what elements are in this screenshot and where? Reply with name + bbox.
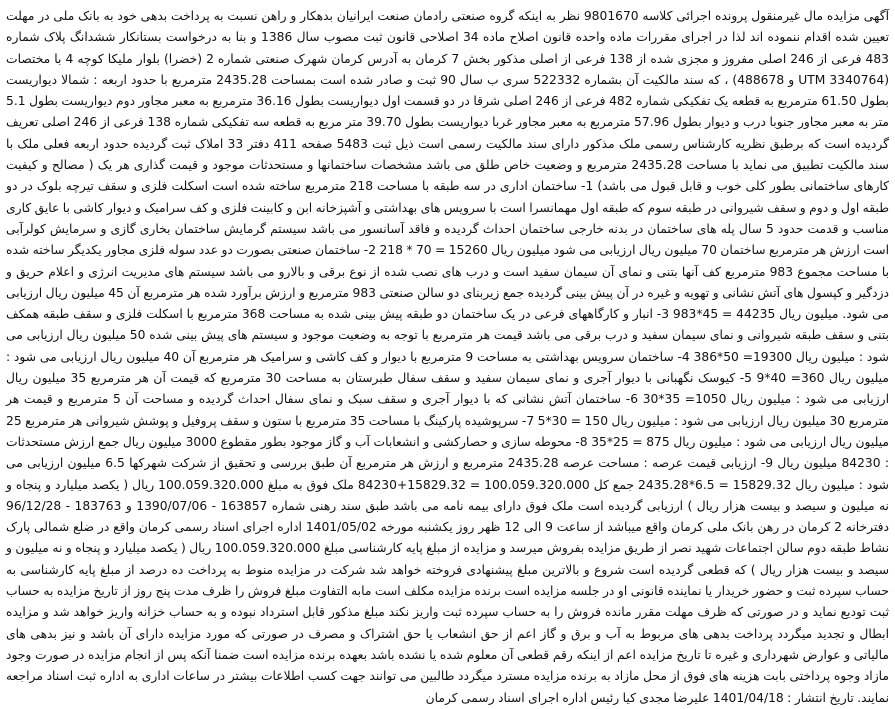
auction-notice-text: آگهی مزایده مال غیرمنقول پرونده اجرائی کلاسه 9801670 نظر به اینکه گروه صنعتی رادمان صنعت ایرانیان بدهکار و راهن نسبت به پرداخت بدهی خود به بانک ملی در مهلت تعیین شده اقدام ننموده اند لذا در اجرای مقررات ماده واحده قانون اصلاح ماده 34 اصلاحی قانون ثبت مصوب سال 1386 و بنا به درخواست بستانکار ششدانگ پلاک شماره 483 فرعی از 246 اصلی مفروز و مجزی شده از 138 فرعی از اصلی مذکور بخش 7 کرمان به آدرس کرمان شهرک صنعتی شماره 2 (خضرا) بلوار ملیکا کوچه 4 با مختصات (UTM 3340764 و 488678) ، که سند مالکیت آن بشماره 522332 سری ب سال 90 ثبت و صادر شده است بمساحت 2435.28 مترمربع با حدود اربعه : شمالا دیواریست بطول 61.50 مترمربع به قطعه یک تفکیکی شماره 482 فرعی از 246 اصلی شرقا در دو قسمت اول دیواریست بطول 36.16 مترمربع به معبر مجاور دوم دیواریست بطول 5.1 متر به معبر مجاور جنوبا درب و دیوار بطول 57.96 مترمربع به معبر مجاور غربا دیواریست بطول 39.70 متر مربع به قطعه سه تفکیکی شماره 138 فرعی از 246 اصلی تعریف گردیده است که برطبق نظریه کارشناس رسمی ملک مذکور دارای سند مالکیت رسمی است ذیل ثبت 5483 صفحه 411 دفتر 33 املاک ثبت گردیده حدود اربعه فعلی ملک با سند مالکیت تطبیق می نماید با مساحت 2435.28 مترمربع و وضعیت خاص طلق می باشد مشخصات ساختمانها و مستحدثات موجود و قیمت گذاری هر یک ( مصالح و کیفیت کارهای ساختمانی بطور کلی خوب و قابل قبول می باشد) 1- ساختمان اداری در سه طبقه با مساحت 218 مترمربع ساخته شده است اسکلت فلزی و سقف تیرچه بلوک در دو طبقه اول و دوم و سقف شیروانی در طبقه سوم که طبقه اول مهمانسرا است با سرویس های بهداشتی و آشپزخانه ابن و کابینت فلزی و کف سرامیک و دیوار کاشی با عایق کاری مناسب و قدمت حدود 5 سال پله های ساختمان در بدنه خارجی ساختمان احداث گردیده و فاقد آسانسور می باشد سیستم گرمایش ساختمان بخاری گازی و سرمایش کولرآبی است ارزش هر مترمربع ساختمان 70 میلیون ریال ارزیابی می شود میلیون ریال 15260 = 70 * 218 2- ساختمان صنعتی بصورت دو عدد سوله فلزی مجاور یکدیگر ساخته شده با مساحت مجموع 983 مترمربع کف آنها بتنی و نمای آن سیمان سفید است و درب های نصب شده از نوع برقی و بالارو می باشد سیستم های مدیریت انرژی و اعلام حریق و دزدگیر و کپسول های آتش نشانی و تهویه و غیره در آن پیش بینی گردیده جمع زیربنای دو سالن صنعتی 983 مترمربع و ارزش برآورد شده هر مترمربع آن 45 میلیون ریال ارزیابی می شود. میلیون ریال 44235 = 45*983 3- انبار و کارگاههای فرعی در یک ساختمان دو طبقه پیش بینی شده به مساحت 368 مترمربع با اسکلت فلزی و سقف طبقه همکف بتنی و سقف طبقه شیروانی و نمای سیمان سفید و درب برقی می باشد قیمت هر مترمربع با توجه به وضعیت موجود و سیستم های پیش بینی شده 50 میلیون ریال ارزیابی می شود : میلیون ریال 19300= 50*386 4- ساختمان سرویس بهداشتی به مساحت 9 مترمربع با دیوار و کف کاشی و سرامیک هر مترمربع آن 40 میلیون ریال ارزیابی می شود : میلیون ریال 360= 40*9 5- کیوسک نگهبانی با دیوار آجری و نمای سیمان سفید و سقف سفال طبرستان به مساحت 30 مترمربع که قیمت آن هر مترمربع 35 میلیون ریال ارزیابی می شود : میلیون ریال 1050= 35*30 6- ساختمان آتش نشانی که با دیوار آجری و سقف سبک و نمای سفال احداث گردیده و مساحت آن 5 مترمربع و قیمت هر مترمربع 30 میلیون ریال ارزیابی می شود : میلیون ریال 150 = 30*5 7- سرپوشیده پارکینگ با مساحت 35 مترمربع با ستون و سقف پروفیل و پوشش شیروانی هر مترمربع 25 میلیون ریال ارزیابی می شود : میلیون ریال 875 = 25*35 8- محوطه سازی و حصارکشی و انشعابات آب و گاز موجود بطور مقطوع 3000 میلیون ریال جمع ارزش مستحدثات : 84230 میلیون ریال 9- ارزیابی قیمت عرصه : مساحت عرصه 2435.28 مترمربع و ارزش هر مترمربع آن طبق بررسی و تحقیق از شرکت شهرکها 6.5 میلیون ارزیابی می شود : میلیون ریال 15829.32 = 6.5*2435.28 جمع کل 100.059.320.000 = 15829.32+84230 ملک فوق به مبلغ 100.059.320.000 ریال ( یکصد میلیارد و پنجاه و نه میلیون و سیصد و بیست هزار ریال ) ارزیابی گردیده است ملک فوق دارای بیمه نامه می باشد طبق سند رهنی شماره 163857 - 1390/07/06 و 183763 - 96/12/28 دفترخانه 2 کرمان در رهن بانک ملی کرمان واقع میباشد از ساعت 9 الی 12 ظهر روز یکشنبه مورخه 1401/05/02 اداره اجرای اسناد رسمی کرمان واقع در ضلع شمالی پارک نشاط طبقه دوم سالن اجتماعات شهید نصر از طریق مزایده بفروش میرسد و مزایده از مبلغ پایه کارشناسی مبلغ 100.059.320.000 ریال ( یکصد میلیارد و پنجاه و نه میلیون و سیصد و بیست هزار ریال ) که قطعی گردیده است شروع و بالاترین مبلغ پیشنهادی فروخته خواهد شد شرکت در مزایده منوط به پرداخت ده درصد از مبلغ پایه کارشناسی به حساب سپرده ثبت و حضور خریدار یا نماینده قانونی او در جلسه مزایده است برنده مزایده مکلف است مابه التفاوت مبلغ فروش را ظرف مدت پنج روز از تاریخ مزایده به حساب ثبت تودیع نماید و در صورتی که ظرف مهلت مقرر مانده فروش را به حساب سپرده ثبت واریز نکند مبلغ مذکور قابل استرداد نبوده و به حساب خزانه واریز خواهد شد و مزایده ابطال و تجدید میگردد پرداخت بدهی های مربوط به آب و برق و گاز اعم از حق انشعاب یا حق اشتراک و مصرف در صورتی که مورد مزایده دارای آن باشد و نیز بدهی های مالیاتی و عوارض شهرداری و غیره تا تاریخ مزایده اعم از اینکه رقم قطعی آن معلوم شده یا نشده باشد بعهده برنده مزایده است ضمنا آنکه پس از انجام مزایده در صورت وجود مازاد وجوه پرداختی بابت هزینه های فوق از محل مازاد به برنده مزایده مسترد میگردد طالبین می توانند جهت کسب اطلاعات بیشتر در ساعات اداری به اداره ثبت اسناد مراجعه نمایند. تاریخ انتشار : 1401/04/18 علیرضا مجدی کیا رئیس اداره اجرای اسناد رسمی کرمان <box>6 9 890 705</box>
